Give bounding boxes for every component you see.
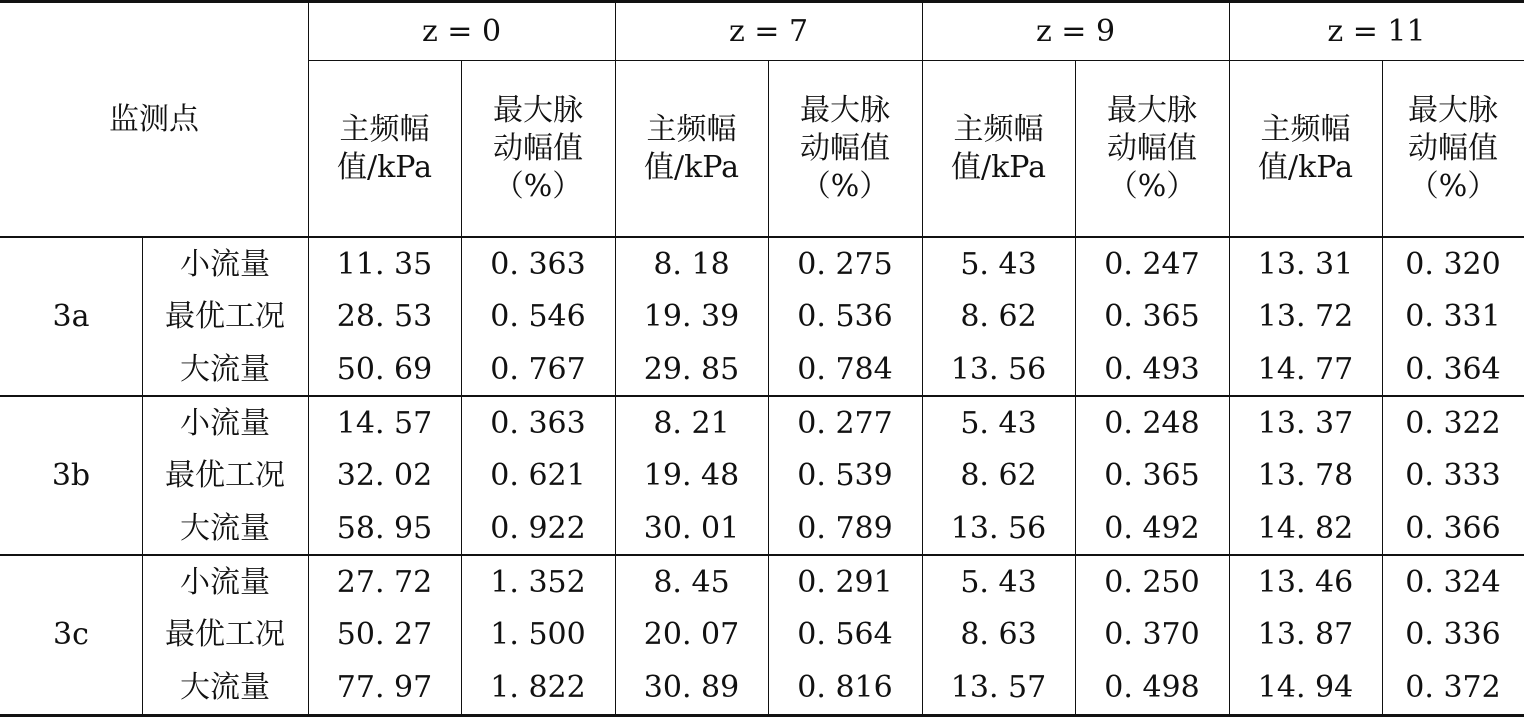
- table-cell-value: 30. 01: [643, 510, 740, 546]
- table-cell-value: 0. 365: [1104, 457, 1200, 493]
- condition-label: 小流量: [180, 564, 270, 600]
- table-cell-value: 13. 72: [1257, 298, 1354, 334]
- group-divider: [0, 554, 1524, 556]
- condition-label: 大流量: [180, 510, 270, 546]
- table-cell-value: 8. 18: [653, 246, 730, 282]
- table-cell-value: 29. 85: [643, 351, 740, 387]
- max-pulsation-amplitude-header: 最大脉 动幅值 （%）: [1107, 93, 1197, 204]
- table-cell-value: 0. 536: [797, 298, 893, 334]
- table-cell-value: 13. 56: [950, 510, 1047, 546]
- table-cell-value: 0. 336: [1405, 616, 1501, 652]
- table-cell-value: 20. 07: [643, 616, 740, 652]
- table-cell-value: 0. 248: [1104, 405, 1200, 441]
- table-cell-value: 0. 277: [797, 405, 893, 441]
- table-cell-value: 14. 82: [1257, 510, 1354, 546]
- monitor-point-label: 3c: [53, 616, 89, 652]
- table-cell-value: 27. 72: [336, 564, 433, 600]
- table-cell-value: 28. 53: [336, 298, 433, 334]
- main-frequency-amplitude-header: 主频幅 值/kPa: [336, 112, 432, 185]
- table-cell-value: 0. 366: [1405, 510, 1501, 546]
- table-cell-value: 0. 363: [490, 246, 586, 282]
- table-cell-value: 5. 43: [960, 564, 1037, 600]
- table-cell-value: 5. 43: [960, 405, 1037, 441]
- table-cell-value: 0. 564: [797, 616, 893, 652]
- table-cell-value: 32. 02: [336, 457, 433, 493]
- main-frequency-amplitude-header: 主频幅 值/kPa: [1257, 112, 1353, 185]
- column-divider: [1382, 61, 1383, 714]
- table-cell-value: 50. 27: [336, 616, 433, 652]
- table-cell-value: 0. 492: [1104, 510, 1200, 546]
- table-cell-value: 77. 97: [336, 669, 433, 705]
- column-divider: [768, 61, 769, 714]
- header-bottom-rule: [0, 236, 1524, 238]
- table-cell-value: 0. 322: [1405, 405, 1501, 441]
- table-cell-value: 13. 31: [1257, 246, 1354, 282]
- table-cell-value: 13. 46: [1257, 564, 1354, 600]
- condition-label: 最优工况: [165, 298, 285, 334]
- main-frequency-amplitude-header: 主频幅 值/kPa: [950, 112, 1046, 185]
- column-divider: [615, 0, 616, 714]
- table-cell-value: 0. 365: [1104, 298, 1200, 334]
- table-cell-value: 0. 493: [1104, 351, 1200, 387]
- table-cell-value: 0. 363: [490, 405, 586, 441]
- table-cell-value: 1. 500: [490, 616, 586, 652]
- table-cell-value: 0. 922: [490, 510, 586, 546]
- condition-label: 小流量: [180, 405, 270, 441]
- z-group-header: z = 0: [421, 14, 502, 49]
- table-cell-value: 0. 320: [1405, 246, 1501, 282]
- monitor-point-header: 监测点: [109, 102, 199, 137]
- table-cell-value: 0. 275: [797, 246, 893, 282]
- table-cell-value: 11. 35: [336, 246, 433, 282]
- table-cell-value: 8. 63: [960, 616, 1037, 652]
- table-cell-value: 0. 539: [797, 457, 893, 493]
- column-divider: [1075, 61, 1076, 714]
- max-pulsation-amplitude-header: 最大脉 动幅值 （%）: [1408, 93, 1498, 204]
- table-cell-value: 0. 291: [797, 564, 893, 600]
- table-cell-value: 0. 247: [1104, 246, 1200, 282]
- table-cell-value: 0. 789: [797, 510, 893, 546]
- table-cell-value: 0. 372: [1405, 669, 1501, 705]
- column-divider: [461, 61, 462, 714]
- table-cell-value: 0. 621: [490, 457, 586, 493]
- table-top-rule: [0, 0, 1524, 3]
- monitor-point-label: 3b: [51, 457, 91, 493]
- max-pulsation-amplitude-header: 最大脉 动幅值 （%）: [800, 93, 890, 204]
- z-group-header: z = 11: [1327, 14, 1426, 49]
- column-divider: [308, 0, 309, 714]
- table-cell-value: 19. 48: [643, 457, 740, 493]
- table-cell-value: 13. 37: [1257, 405, 1354, 441]
- table-cell-value: 14. 94: [1257, 669, 1354, 705]
- z-group-header: z = 7: [728, 14, 809, 49]
- table-cell-value: 0. 324: [1405, 564, 1501, 600]
- main-frequency-amplitude-header: 主频幅 值/kPa: [643, 112, 739, 185]
- condition-label: 最优工况: [165, 616, 285, 652]
- table-cell-value: 30. 89: [643, 669, 740, 705]
- table-cell-value: 14. 77: [1257, 351, 1354, 387]
- table-cell-value: 19. 39: [643, 298, 740, 334]
- table-cell-value: 13. 87: [1257, 616, 1354, 652]
- table-cell-value: 0. 816: [797, 669, 893, 705]
- condition-label: 最优工况: [165, 457, 285, 493]
- table-cell-value: 5. 43: [960, 246, 1037, 282]
- column-divider: [1229, 0, 1230, 714]
- table-cell-value: 0. 370: [1104, 616, 1200, 652]
- table-cell-value: 0. 546: [490, 298, 586, 334]
- table-cell-value: 0. 333: [1405, 457, 1501, 493]
- table-cell-value: 13. 57: [950, 669, 1047, 705]
- table-cell-value: 0. 250: [1104, 564, 1200, 600]
- table-cell-value: 8. 21: [653, 405, 730, 441]
- table-cell-value: 0. 784: [797, 351, 893, 387]
- column-divider: [142, 237, 143, 714]
- table-cell-value: 1. 352: [490, 564, 586, 600]
- condition-label: 大流量: [180, 669, 270, 705]
- max-pulsation-amplitude-header: 最大脉 动幅值 （%）: [493, 93, 583, 204]
- monitor-point-label: 3a: [52, 298, 90, 334]
- table-cell-value: 0. 767: [490, 351, 586, 387]
- table-cell-value: 8. 62: [960, 457, 1037, 493]
- table-cell-value: 50. 69: [336, 351, 433, 387]
- table-cell-value: 13. 56: [950, 351, 1047, 387]
- column-divider: [922, 0, 923, 714]
- table-cell-value: 1. 822: [490, 669, 586, 705]
- z-group-header: z = 9: [1035, 14, 1116, 49]
- table-cell-value: 14. 57: [336, 405, 433, 441]
- z-header-underline: [308, 60, 1524, 61]
- table-cell-value: 58. 95: [336, 510, 433, 546]
- table-cell-value: 0. 364: [1405, 351, 1501, 387]
- table-cell-value: 0. 498: [1104, 669, 1200, 705]
- table-cell-value: 8. 62: [960, 298, 1037, 334]
- condition-label: 小流量: [180, 246, 270, 282]
- condition-label: 大流量: [180, 351, 270, 387]
- group-divider: [0, 395, 1524, 397]
- table-cell-value: 8. 45: [653, 564, 730, 600]
- table-cell-value: 0. 331: [1405, 298, 1501, 334]
- table-cell-value: 13. 78: [1257, 457, 1354, 493]
